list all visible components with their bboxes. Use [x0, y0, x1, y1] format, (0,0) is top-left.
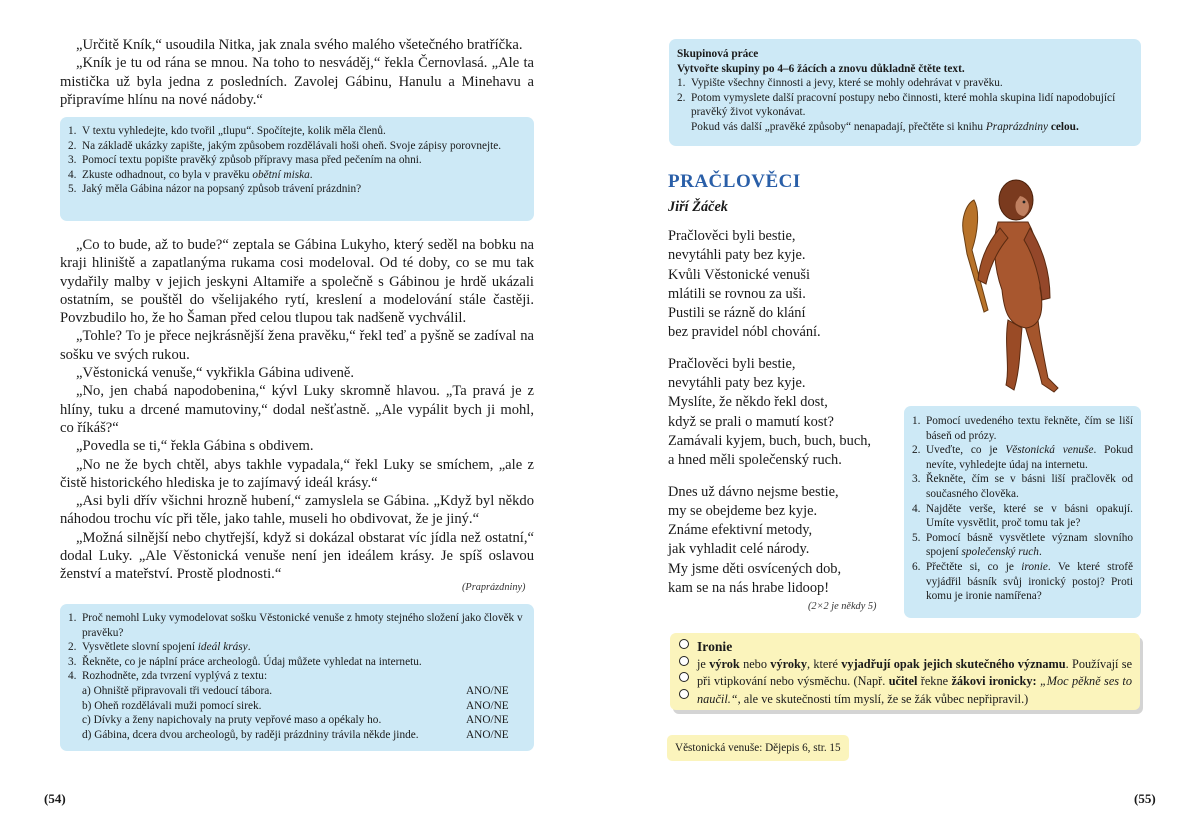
paragraph: „No, jen chabá napodobenina,“ kývl Luky skromně hlavou. „Ta pravá je z hlíny, tuku a drcené mamutoviny,“ dodal nešťastně. „Ale vypálit bych ji mohl, co říkáš?“: [60, 383, 534, 436]
verse: nevytáhli paty bez kyje.: [668, 247, 806, 264]
leg-shape: [1024, 320, 1058, 392]
task-item: 4. Rozhodněte, zda tvrzení vyplývá z textu:: [68, 670, 268, 683]
verse: a hned měli společenský ruch.: [668, 452, 842, 469]
intro-text: [60, 36, 534, 109]
main-story-text: [60, 236, 534, 584]
verse: nevytáhli paty bez kyje.: [668, 375, 806, 392]
stanza: [668, 483, 908, 599]
true-false-row: b) Oheň rozdělávali muži pomocí sirek. ANO/NE: [82, 699, 509, 712]
task-item: 5. Jaký měla Gábina názor na popsaný způsob trávení prázdnin?: [68, 183, 362, 196]
task-box-2: [60, 604, 534, 751]
verse: Dnes už dávno nejsme bestie,: [668, 483, 839, 500]
stanza: [668, 227, 908, 343]
group-work-heading: Skupinová práce: [677, 48, 759, 60]
task-list: [912, 414, 1133, 604]
caveman-illustration: [958, 170, 1078, 400]
page-number: (54): [44, 791, 66, 806]
group-work-box: [669, 39, 1141, 146]
irony-definition-text: Ironie je výrok nebo výroky, které vyjadřují opak jejich skutečného významu. Používají se při vtipkování nebo výsměchu. (Např. učitel řekne žákovi ironicky: „Moc pěkně ses to naučil.“, ale ve skutečnosti tím myslí, že se žák vůbec nepřipravil.): [697, 639, 1133, 706]
verse: kam se na nás hrabe lidoop!: [668, 580, 830, 597]
verse: my se obejdeme bez kyje.: [668, 502, 818, 519]
head-shape: [999, 180, 1033, 220]
ring-icon: [679, 672, 689, 682]
reference-note: Věstonická venuše: Dějepis 6, str. 15: [667, 735, 849, 761]
task-item: 4. Najděte verše, které se v básni opakují. Umíte vysvětlit, proč tomu tak je?: [912, 502, 1133, 530]
paragraph: „Tohle? To je přece nejkrásnější žena pravěku,“ řekl teď a pyšně se zadíval na sošku ve svých rukou.: [60, 328, 534, 363]
ring-icon: [679, 689, 689, 699]
task-box-1: [60, 117, 534, 221]
verse: My jsme děti osvícených dob,: [668, 560, 842, 577]
verse: mlátili se rovnou za uši.: [668, 285, 806, 302]
task-item: 2. Potom vymyslete další pracovní postupy nebo činnosti, které mohla skupina lidí napodobující pravěký život vykonávat.: [677, 91, 1116, 119]
task-item: 2. Vysvětlete slovní spojení ideál krásy.: [68, 641, 251, 654]
verse: Známe efektivní metody,: [668, 522, 813, 539]
task-item: 1. V textu vyhledejte, kdo tvořil „tlupu“. Spočítejte, kolik měla členů.: [68, 125, 386, 137]
irony-definition-box: [670, 633, 1140, 710]
task-item: 5. Pomocí básně vysvětlete význam slovního spojení společenský ruch.: [912, 531, 1133, 559]
task-item: 4. Zkuste odhadnout, co byla v pravěku obětní miska.: [68, 168, 313, 181]
poem-source-citation: (2×2 je někdy 5): [808, 601, 877, 612]
poem: [668, 227, 908, 610]
task-list: [68, 124, 524, 197]
ring-icon: [679, 639, 689, 649]
true-false-row: d) Gábina, dcera dvou archeologů, by raději prázdniny trávila někde jinde. ANO/NE: [82, 728, 509, 741]
verse: Pračlověci byli bestie,: [668, 355, 796, 372]
true-false-list: [68, 684, 524, 742]
paragraph: „Co to bude, až to bude?“ zeptala se Gábina Lukyho, který seděl na bobku na kraji hliniště a zapatlanýma rukama cosi modeloval. Od té doby, co se mu tak vydařily malby v jejich jeskyni Altamiře a společně s Gábinou je hrdě ukázali ostatním, se pouštěl do všelijakého rytí, kreslení a modelování stále častěji. Povzbudilo ho, že ho Šaman před celou tlupou tak nadšeně vychválil.: [60, 237, 534, 327]
task-item: 2. Uveďte, co je Věstonická venuše. Pokud nevíte, vyhledejte údaj na internetu.: [912, 444, 1133, 471]
task-item: 3. Pomocí textu popište pravěký způsob přípravy masa před pečením na ohni.: [68, 154, 422, 167]
verse: Pustili se rázně do klání: [668, 305, 806, 322]
paragraph: „Asi byli dřív všichni hrozně hubení,“ zamyslela se Gábina. „Když byl někdo náhodou trochu víc při těle, jako tahle, museli ho obdivovat, že je jiný.“: [60, 493, 534, 528]
task-item: 1. Vypište všechny činnosti a jevy, které se mohly odehrávat v pravěku.: [677, 77, 1003, 90]
verse: Zamávali kyjem, buch, buch, buch,: [668, 432, 872, 449]
verse: bez pravidel nóbl chování.: [668, 324, 821, 341]
task-item: 3. Řekněte, čím se v básni liší pračlověk od současného člověka.: [912, 473, 1133, 500]
verse: Pračlověci byli bestie,: [668, 228, 796, 244]
true-false-row: c) Dívky a ženy napichovaly na pruty vepřové maso a opékaly ho. ANO/NE: [82, 714, 509, 727]
verse: Myslíte, že někdo řekl dost,: [668, 394, 828, 411]
task-list: [68, 611, 524, 684]
verse: když se prali o mamutí kost?: [668, 413, 834, 430]
group-work-subheading: Vytvořte skupiny po 4–6 žácích a znovu důkladně čtěte text.: [677, 62, 965, 75]
paragraph: „Kník je tu od rána se mnou. Na toho to nesváděj,“ řekla Černovlasá. „Ale ta mistička už byla jedna z posledních. Zavolej Gábinu, Hanulu a Minehavu a připravíme hlínu na nové nádoby.“: [60, 55, 534, 108]
paragraph: „Možná silnější nebo chytřejší, když si dokázal obstarat víc jídla než ostatní,“ dodal Luky. „Ale Věstonická venuše není jen ideálem krásy. Je spíš oslavou ženství a mateřství. Prostě plodnosti.“: [60, 529, 534, 583]
task-item: 6. Přečtěte si, co je ironie. Ve které strofě vyjádřil básník svůj ironický postoj? Proti komu je ironie namířena?: [912, 560, 1134, 603]
poem-title: PRAČLOVĚCI: [668, 171, 801, 192]
poem-author: Jiří Žáček: [668, 199, 728, 215]
group-work-extra: Pokud vás další „pravěké způsoby“ nenapadají, přečtěte si knihu Praprázdniny celou.: [691, 120, 1079, 133]
paragraph: „No ne že bych chtěl, abys takhle vypadala,“ řekl Luky se smíchem, „ale z čistě historického hlediska je to zajímavý ideál krásy.“: [60, 456, 534, 491]
source-citation: (Praprázdniny): [462, 582, 526, 593]
verse: Kvůli Věstonické venuši: [668, 266, 811, 283]
paragraph: „Určitě Kník,“ usoudila Nitka, jak znala svého malého všetečného bratříčka.: [76, 37, 523, 53]
page-number: (55): [1134, 791, 1156, 806]
paragraph: „Povedla se ti,“ řekla Gábina s obdivem.: [76, 438, 314, 455]
task-item: 1. Pomocí uvedeného textu řekněte, čím se liší báseň od prózy.: [912, 415, 1133, 442]
group-work-list: [677, 76, 1133, 120]
true-false-row: a) Ohniště připravovali tři vedoucí tábora. ANO/NE: [82, 684, 509, 697]
leg-shape: [1006, 320, 1022, 390]
eye-shape: [1023, 201, 1026, 204]
ring-icon: [679, 656, 689, 666]
paragraph: „Věstonická venuše,“ vykřikla Gábina udiveně.: [76, 365, 354, 382]
right-page: [600, 0, 1200, 833]
stanza: [668, 355, 908, 471]
verse: jak vyhladit celé národy.: [668, 541, 810, 558]
irony-heading: Ironie: [697, 639, 733, 654]
task-item: 1. Proč nemohl Luky vymodelovat sošku Věstonické venuše z hmoty stejného složení jako člověk v pravěku?: [68, 612, 523, 639]
poem-task-box: [904, 406, 1141, 618]
task-item: 3. Řekněte, co je náplní práce archeologů. Údaj můžete vyhledat na internetu.: [68, 655, 422, 668]
ring-binder-decoration: [679, 639, 689, 705]
task-item: 2. Na základě ukázky zapište, jakým způsobem rozdělávali hoši oheň. Svoje zápisy porovnejte.: [68, 139, 502, 152]
